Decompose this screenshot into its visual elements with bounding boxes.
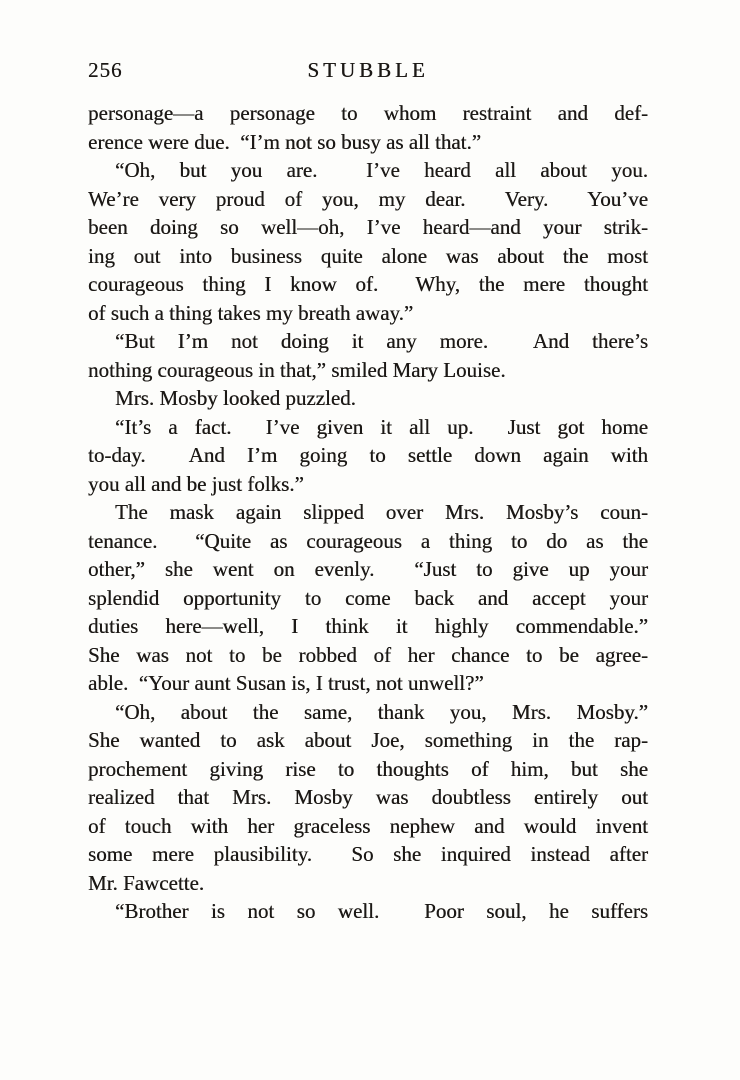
page-number: 256 <box>88 58 123 82</box>
paragraph <box>88 384 648 413</box>
text-line: erence were due. “I’m not so busy as all that.” <box>88 129 482 154</box>
text-line: able. “Your aunt Susan is, I trust, not unwell?” <box>88 671 484 695</box>
text-line: some mere plausibility. So she inquired instead after <box>88 842 648 866</box>
text-line: She wanted to ask about Joe, something in the rap- <box>88 728 648 752</box>
text-line: We’re very proud of you, my dear. Very. You’ve <box>88 186 648 211</box>
text-line: been doing so well—oh, I’ve heard—and your strik- <box>88 215 648 239</box>
text-line: duties here—well, I think it highly commendable.” <box>88 614 648 638</box>
text-line: splendid opportunity to come back and accept your <box>88 585 648 610</box>
paragraph <box>88 156 648 327</box>
paragraph <box>88 327 648 384</box>
text-line: ing out into business quite alone was about the most <box>88 243 648 268</box>
text-line: of such a thing takes my breath away.” <box>88 300 414 325</box>
text-line: “But I’m not doing it any more. And there’s <box>115 329 648 353</box>
text-line: “Brother is not so well. Poor soul, he suffers <box>115 899 648 923</box>
text-line: of touch with her graceless nephew and would invent <box>88 813 648 838</box>
paragraph <box>88 413 648 499</box>
paragraph <box>88 498 648 698</box>
text-line: personage—a personage to whom restraint and def- <box>88 101 648 125</box>
text-line: courageous thing I know of. Why, the mere thought <box>88 272 648 296</box>
text-line: “Oh, about the same, thank you, Mrs. Mosby.” <box>115 699 648 724</box>
paragraph <box>88 897 648 926</box>
text-line: The mask again slipped over Mrs. Mosby’s coun- <box>115 500 648 524</box>
text-line: you all and be just folks.” <box>88 471 304 496</box>
page-header <box>88 58 648 84</box>
text-line: tenance. “Quite as courageous a thing to do as the <box>88 528 648 553</box>
text-line: She was not to be robbed of her chance to be agree- <box>88 642 648 667</box>
paragraph <box>88 99 648 156</box>
text-line: “Oh, but you are. I’ve heard all about you. <box>115 158 648 182</box>
text-line: Mrs. Mosby looked puzzled. <box>115 386 356 410</box>
page-body <box>88 99 648 926</box>
text-line: nothing courageous in that,” smiled Mary Louise. <box>88 357 506 382</box>
running-title: STUBBLE <box>307 58 429 82</box>
text-line: to-day. And I’m going to settle down again with <box>88 443 648 467</box>
text-line: prochement giving rise to thoughts of him, but she <box>88 756 648 781</box>
text-line: realized that Mrs. Mosby was doubtless entirely out <box>88 785 648 809</box>
paragraph <box>88 698 648 898</box>
text-line: Mr. Fawcette. <box>88 870 205 895</box>
text-line: “It’s a fact. I’ve given it all up. Just got home <box>115 414 648 439</box>
text-line: other,” she went on evenly. “Just to give up your <box>88 557 648 581</box>
